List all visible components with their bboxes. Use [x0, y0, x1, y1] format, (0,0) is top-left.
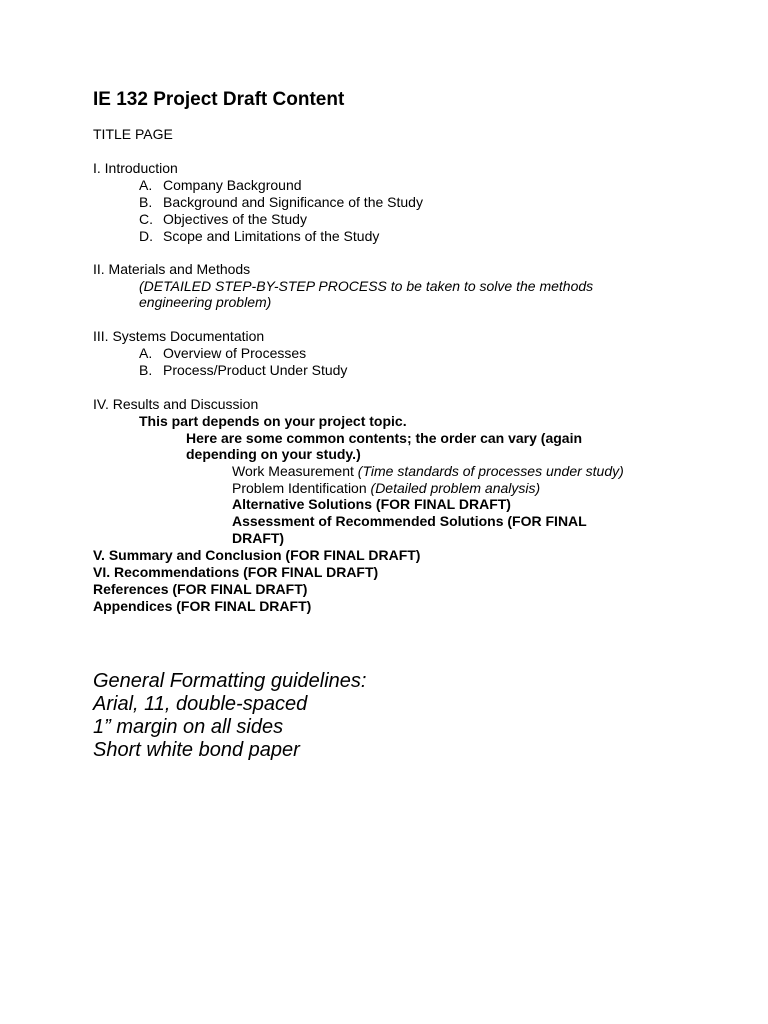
- guideline-line: 1” margin on all sides: [93, 716, 284, 738]
- problem-identification-label: Problem Identification: [232, 480, 367, 496]
- work-measurement-label: Work Measurement: [232, 463, 354, 479]
- document-title: IE 132 Project Draft Content: [93, 89, 345, 110]
- section-materials-heading: II. Materials and Methods: [93, 261, 251, 277]
- list-item: [139, 345, 306, 362]
- list-item-label: B.: [139, 194, 153, 210]
- list-item-text: Objectives of the Study: [163, 211, 307, 227]
- list-item: [139, 211, 307, 228]
- materials-note-line1: (DETAILED STEP-BY-STEP PROCESS to be taken to solve the methods: [139, 278, 594, 294]
- list-item: [139, 194, 423, 211]
- work-measurement-note: (Time standards of processes under study): [357, 463, 624, 479]
- problem-identification-item: [232, 480, 540, 497]
- work-measurement-item: [232, 463, 624, 480]
- list-item: [139, 362, 347, 379]
- assessment-item-line1: Assessment of Recommended Solutions (FOR FINAL: [232, 513, 587, 529]
- list-item-text: Company Background: [163, 177, 302, 193]
- alternative-solutions-item: Alternative Solutions (FOR FINAL DRAFT): [232, 496, 511, 512]
- results-depends-text: This part depends on your project topic.: [139, 413, 407, 429]
- list-item-text: Process/Product Under Study: [163, 362, 348, 378]
- list-item-label: D.: [139, 228, 153, 244]
- list-item-label: A.: [139, 177, 153, 193]
- title-page-label: TITLE PAGE: [93, 126, 173, 142]
- list-item-label: A.: [139, 345, 153, 361]
- list-item: [139, 177, 302, 194]
- section-results-heading: IV. Results and Discussion: [93, 396, 259, 412]
- list-item-text: Background and Significance of the Study: [163, 194, 423, 210]
- section-systems-heading: III. Systems Documentation: [93, 328, 265, 344]
- section-summary-heading: V. Summary and Conclusion (FOR FINAL DRAFT): [93, 547, 421, 563]
- list-item-text: Overview of Processes: [163, 345, 307, 361]
- results-common-line1: Here are some common contents; the order can vary (again: [186, 430, 583, 446]
- list-item-text: Scope and Limitations of the Study: [163, 228, 380, 244]
- list-item: [139, 228, 379, 245]
- guideline-line: Arial, 11, double-spaced: [93, 693, 308, 715]
- problem-identification-note: (Detailed problem analysis): [370, 480, 541, 496]
- references-heading: References (FOR FINAL DRAFT): [93, 581, 308, 597]
- appendices-heading: Appendices (FOR FINAL DRAFT): [93, 598, 312, 614]
- materials-note-line2: engineering problem): [139, 294, 272, 310]
- list-item-label: B.: [139, 362, 153, 378]
- results-common-line2: depending on your study.): [186, 446, 361, 462]
- guideline-line: Short white bond paper: [93, 739, 300, 761]
- section-introduction-heading: I. Introduction: [93, 160, 178, 176]
- list-item-label: C.: [139, 211, 153, 227]
- assessment-item-line2: DRAFT): [232, 530, 285, 546]
- section-recommendations-heading: VI. Recommendations (FOR FINAL DRAFT): [93, 564, 379, 580]
- guidelines-heading: General Formatting guidelines:: [93, 670, 367, 692]
